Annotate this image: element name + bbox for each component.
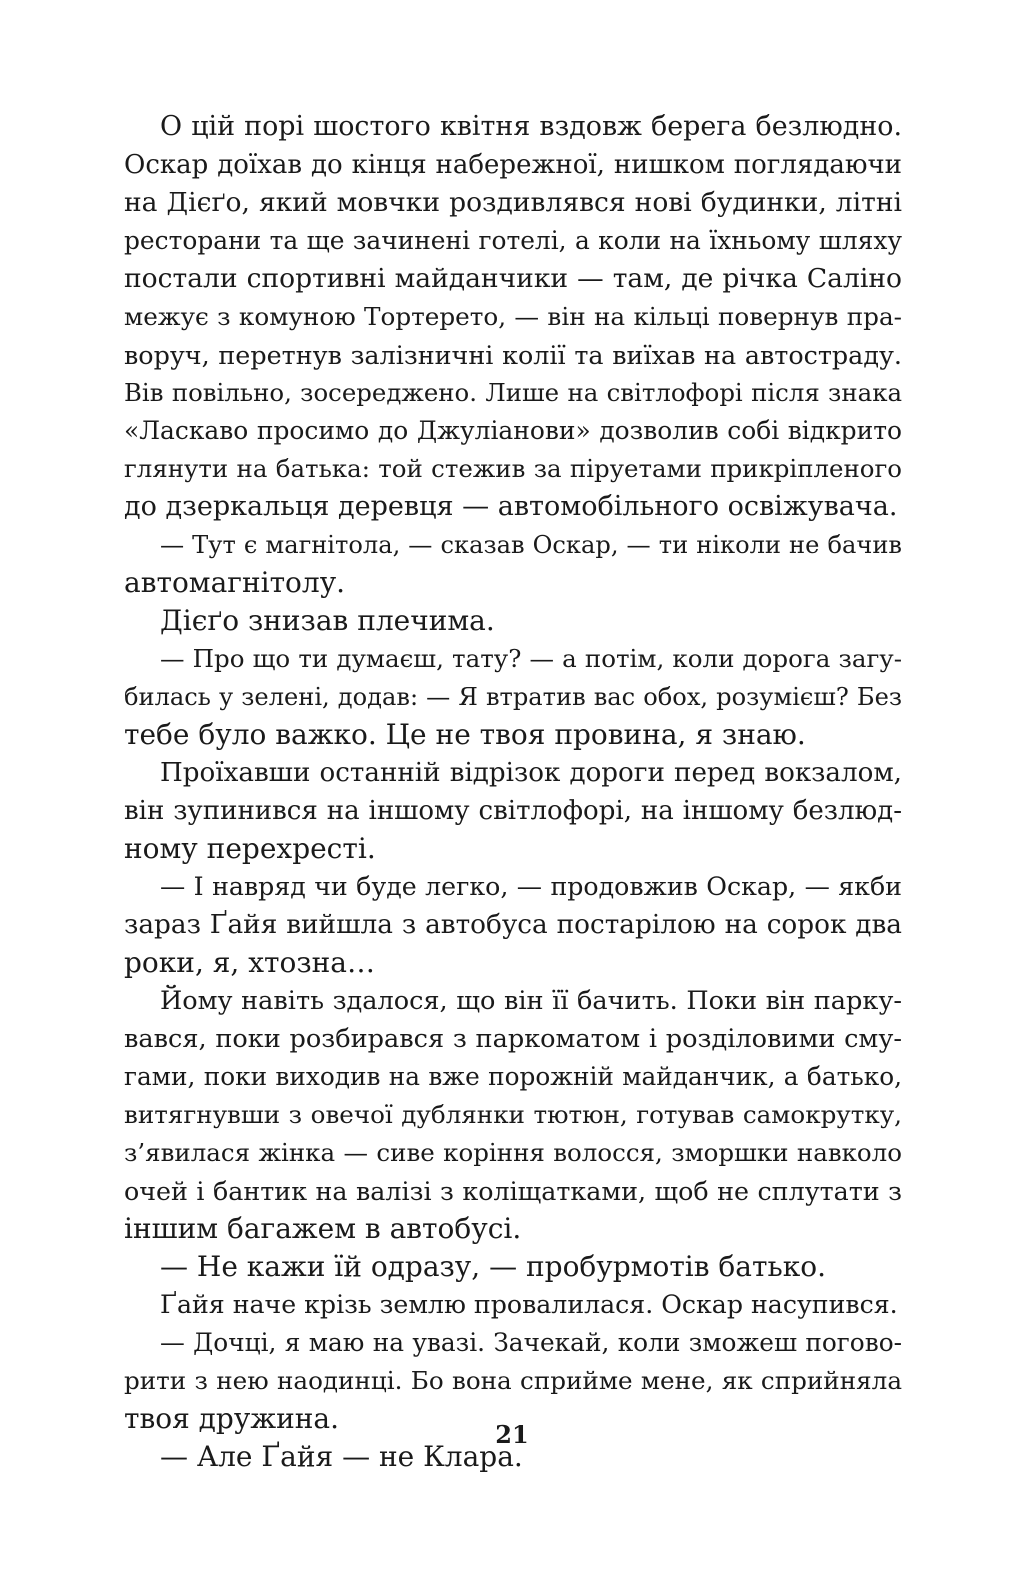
text-line: Йому навіть здалося, що він її бачить. Поки він парку- <box>160 986 902 1016</box>
text-line: з’явилася жінка — сиве коріння волосся, зморшки навколо <box>124 1138 902 1167</box>
text-line: Дієґо знизав плечима. <box>160 604 495 637</box>
text-line: очей і бантик на валізі з коліщатками, щоб не сплутати з <box>124 1176 902 1206</box>
text-line: твоя дружина. <box>124 1402 339 1435</box>
text-line: гами, поки виходив на вже порожній майданчик, а батько, <box>124 1062 902 1091</box>
text-line: Ґайя наче крізь землю провалилася. Оскар насупився. <box>160 1290 898 1319</box>
text-line: автомагнітолу. <box>124 566 346 599</box>
text-line: — Дочці, я маю на увазі. Зачекай, коли зможеш погово- <box>160 1328 902 1357</box>
text-line: — Про що ти думаєш, тату? — а потім, коли дорога загу- <box>160 644 902 673</box>
text-line: на Дієґо, який мовчки роздивлявся нові будинки, літні <box>124 187 902 218</box>
text-line: іншим багажем в автобусі. <box>124 1212 522 1245</box>
text-line: — Але Ґайя — не Клара. <box>160 1440 523 1473</box>
text-line: — І навряд чи буде легко, — продовжив Оскар, — якби <box>160 872 902 901</box>
text-line: ному перехресті. <box>124 832 376 865</box>
text-line: билась у зелені, додав: — Я втратив вас обох, розумієш? Без <box>124 683 902 711</box>
text-line: Оскар доїхав до кінця набережної, нишком поглядаючи <box>124 150 902 180</box>
page-number: 21 <box>495 1420 529 1449</box>
text-line: він зупинився на іншому світлофорі, на іншому безлюд- <box>124 796 902 826</box>
text-line: до дзеркальця деревця — автомобільного освіжувача. <box>124 491 898 522</box>
page-body <box>124 108 902 1476</box>
text-line: Проїхавши останній відрізок дороги перед вокзалом, <box>160 758 902 788</box>
text-line: Вів повільно, зосереджено. Лише на світлофорі після знака <box>124 378 902 407</box>
text-line: рити з нею наодинці. Бо вона сприйме мене, як сприйняла <box>124 1366 902 1395</box>
text-line: зараз Ґайя вийшла з автобуса постарілою на сорок два <box>124 910 902 940</box>
text-line: тебе було важко. Це не твоя провина, я знаю. <box>124 718 806 751</box>
text-line: вався, поки розбирався з паркоматом і розділовими сму- <box>124 1024 902 1054</box>
text-line: воруч, перетнув залізничні колії та виїхав на автостраду. <box>124 340 902 370</box>
text-line: глянути на батька: той стежив за піруетами прикріпленого <box>124 454 902 483</box>
text-line: ресторани та ще зачинені готелі, а коли на їхньому шляху <box>124 226 902 255</box>
text-line: витягнувши з овечої дублянки тютюн, готував самокрутку, <box>124 1100 902 1129</box>
text-line: — Тут є магнітола, — сказав Оскар, — ти ніколи не бачив <box>160 531 902 559</box>
text-line: межує з комуною Тортерето, — він на кільці повернув пра- <box>124 302 902 331</box>
text-line: постали спортивні майданчики — там, де річка Саліно <box>124 263 902 294</box>
text-line: роки, я, хтозна… <box>124 946 375 979</box>
text-line: О цій порі шостого квітня вздовж берега безлюдно. <box>160 111 902 142</box>
text-line: — Не кажи їй одразу, — пробурмотів батько. <box>160 1250 826 1283</box>
text-line: «Ласкаво просимо до Джуліанови» дозволив собі відкрито <box>124 416 902 445</box>
